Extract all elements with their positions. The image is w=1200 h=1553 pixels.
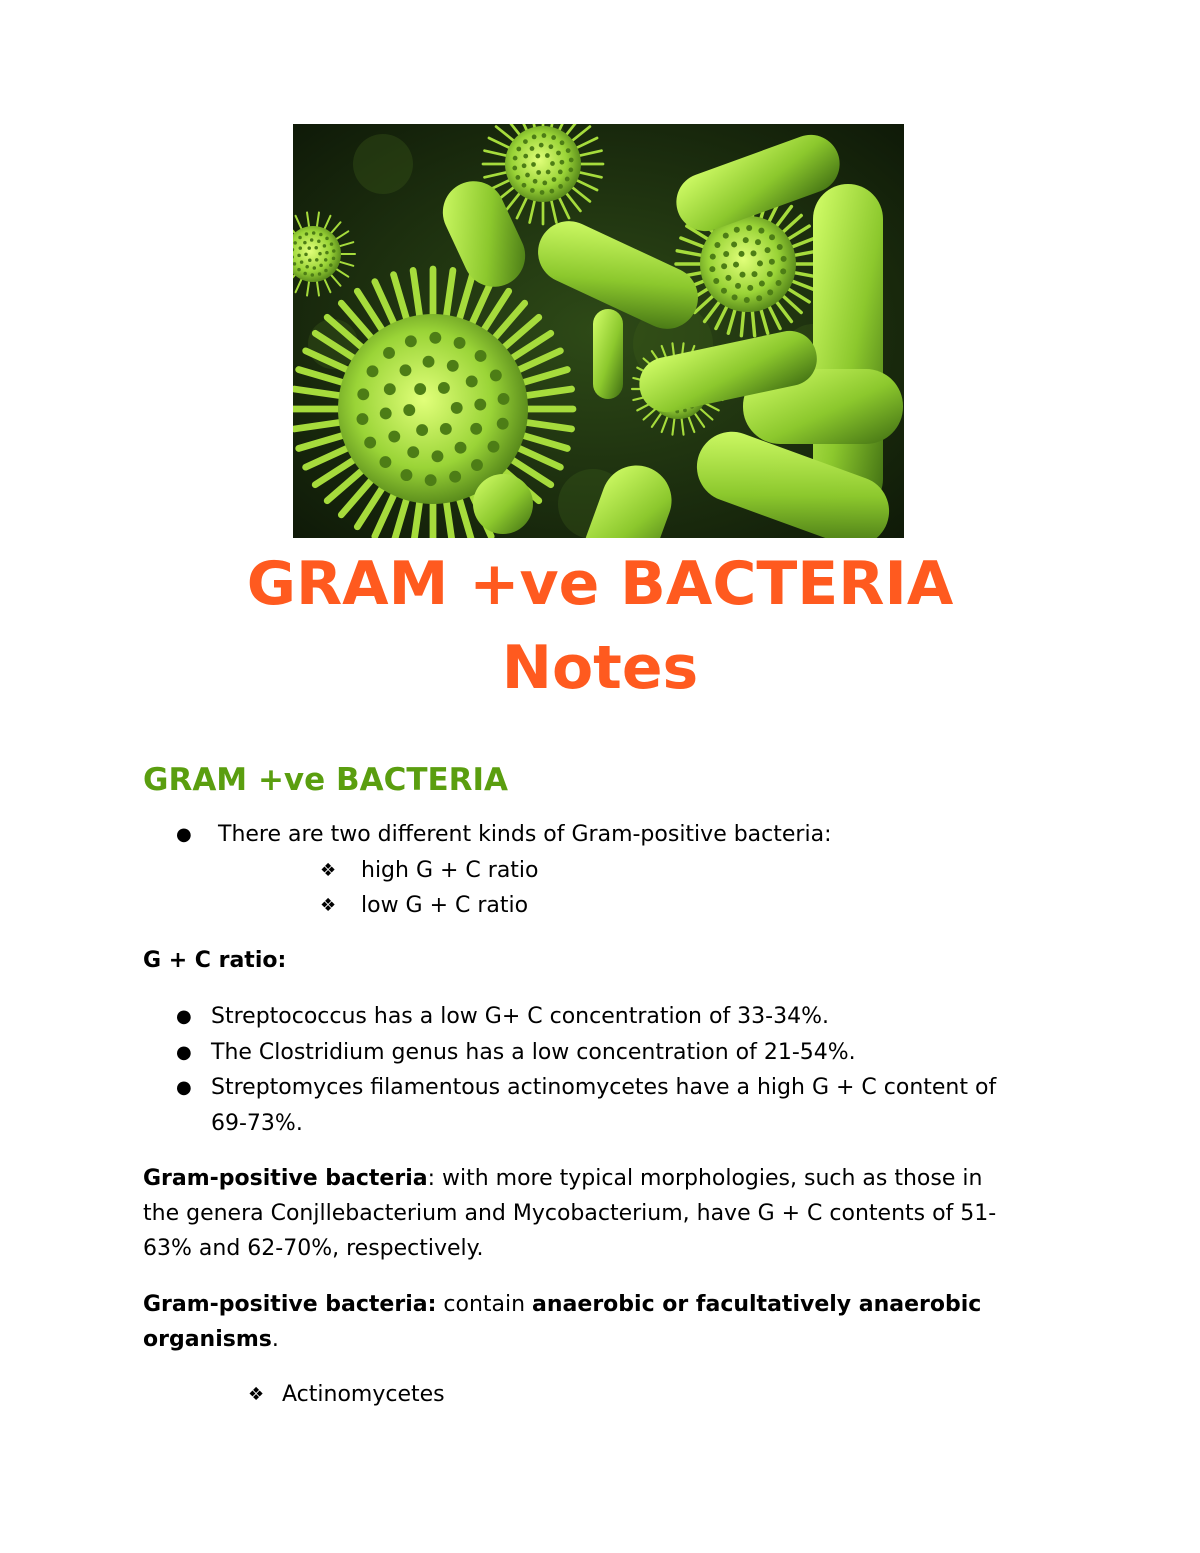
filled-circle-icon: ● xyxy=(176,1042,192,1063)
kind-item-low: low G + C ratio xyxy=(361,893,529,918)
document-title-line-1: GRAM +ve BACTERIA xyxy=(246,549,954,619)
paragraph-line xyxy=(143,1325,279,1355)
filled-circle-icon: ● xyxy=(176,1006,192,1027)
paragraph-anaerobic xyxy=(143,1290,981,1320)
four-diamond-icon: ❖ xyxy=(320,895,337,916)
gc-item-clostridium: The Clostridium genus has a low concentration of 21-54%. xyxy=(211,1040,856,1065)
paragraph-bold-text: organisms xyxy=(143,1327,272,1352)
four-diamond-icon: ❖ xyxy=(320,860,337,881)
paragraph-line: the genera Conjllebacterium and Mycobacterium, have G + C contents of 51- xyxy=(143,1201,997,1226)
intro-text: There are two different kinds of Gram-positive bacteria: xyxy=(218,822,832,847)
paragraph-text: : with more typical morphologies, such as those in xyxy=(427,1166,983,1191)
document-title-line-2: Notes xyxy=(501,633,699,703)
kind-item-high: high G + C ratio xyxy=(361,858,539,883)
paragraph-morphologies xyxy=(143,1164,982,1194)
gc-item-streptomyces: Streptomyces filamentous actinomycetes have a high G + C content of xyxy=(211,1075,997,1100)
paragraph-label: Gram-positive bacteria: xyxy=(143,1292,437,1317)
four-diamond-icon: ❖ xyxy=(248,1384,265,1405)
gc-item-streptomyces-cont: 69-73%. xyxy=(211,1111,303,1136)
section-heading: GRAM +ve BACTERIA xyxy=(143,762,509,798)
paragraph-label: Gram-positive bacteria xyxy=(143,1166,428,1191)
filled-circle-icon: ● xyxy=(176,824,192,845)
paragraph-text: contain xyxy=(436,1292,533,1317)
gc-ratio-heading: G + C ratio: xyxy=(143,948,287,973)
paragraph-line: 63% and 62-70%, respectively. xyxy=(143,1236,484,1261)
paragraph-bold-text: anaerobic or facultatively anaerobic xyxy=(532,1292,982,1317)
filled-circle-icon: ● xyxy=(176,1077,192,1098)
bacteria-image xyxy=(293,124,904,538)
list-item-actinomycetes: Actinomycetes xyxy=(282,1382,445,1407)
gc-item-streptococcus: Streptococcus has a low G+ C concentration of 33-34%. xyxy=(211,1004,830,1029)
paragraph-text: . xyxy=(271,1327,279,1352)
